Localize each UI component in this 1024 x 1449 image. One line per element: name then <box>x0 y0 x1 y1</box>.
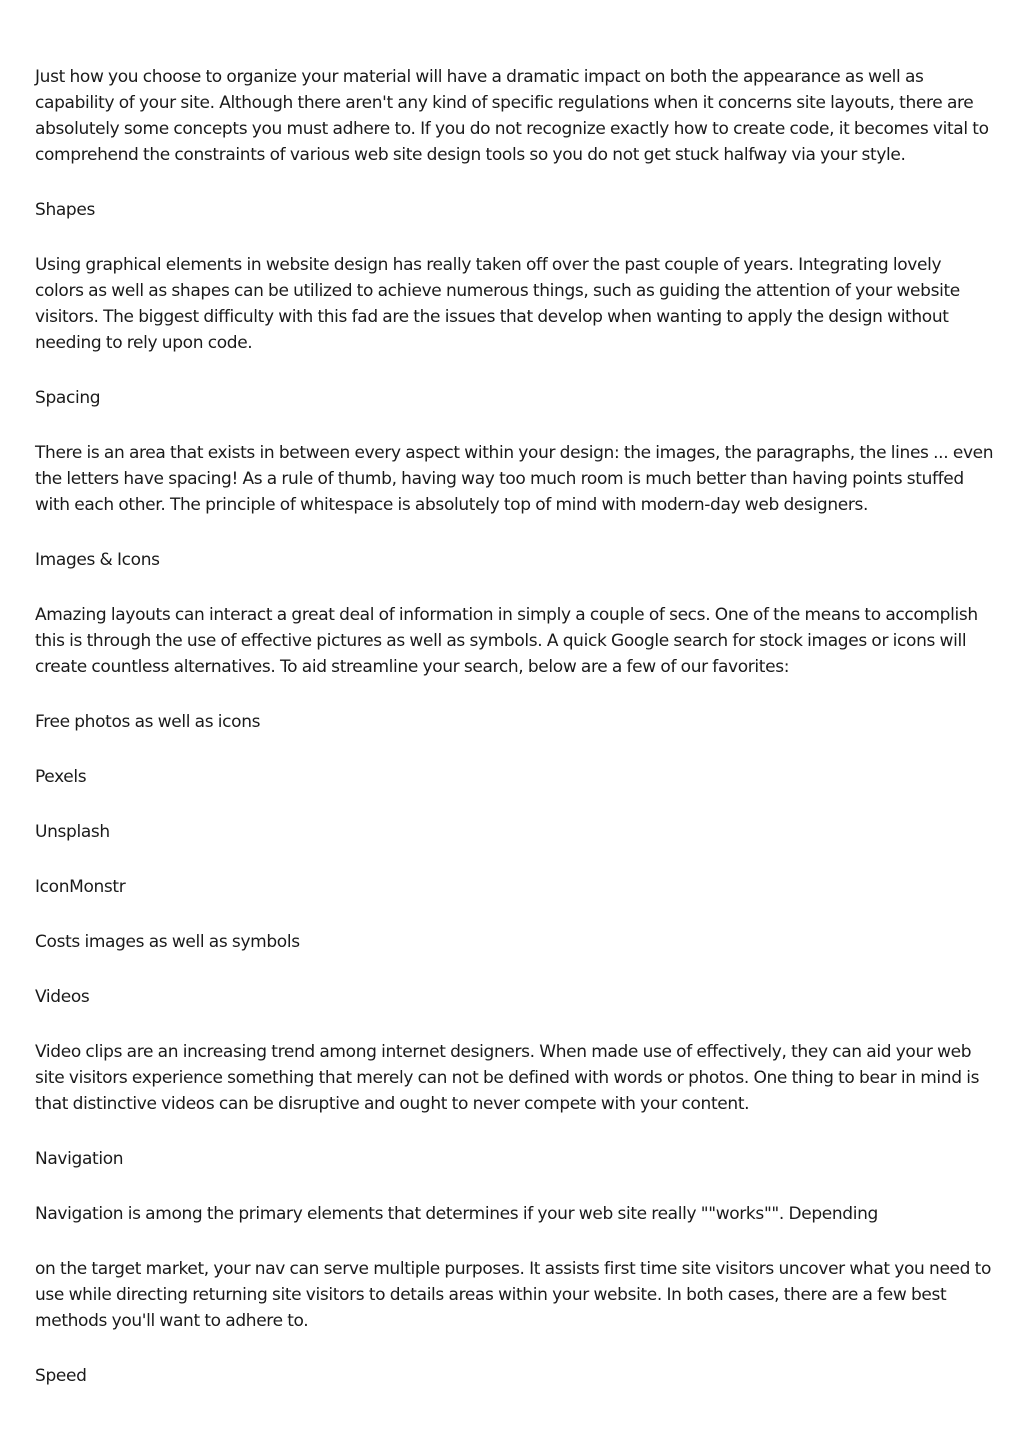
list-item-unsplash: Unsplash <box>35 822 110 842</box>
heading-speed: Speed <box>35 1366 87 1386</box>
shapes-paragraph: Using graphical elements in website design has really taken off over the past couple of years. Integrating lovely colors as well as shapes can be utilized to achieve numerous things, such as guiding the attention of your website visitors. The biggest difficulty with this fad are the issues that develop when wanting to apply the design without needing to rely upon code. <box>35 255 960 353</box>
heading-navigation: Navigation <box>35 1149 124 1169</box>
heading-videos: Videos <box>35 987 90 1007</box>
list-item-costs-images: Costs images as well as symbols <box>35 932 300 952</box>
spacing-paragraph: There is an area that exists in between every aspect within your design: the images, the paragraphs, the lines ... even the letters have spacing! As a rule of thumb, having way too much room is much better than having points stuffed with each other. The principle of whitespace is absolutely top of mind with modern-day web designers. <box>35 443 994 515</box>
intro-paragraph: Just how you choose to organize your material will have a dramatic impact on both the appearance as well as capability of your site. Although there aren't any kind of specific regulations when it concerns site layouts, there are absolutely some concepts you must adhere to. If you do not recognize exactly how to create code, it becomes vital to comprehend the constraints of various web site design tools so you do not get stuck halfway via your style. <box>35 67 989 165</box>
list-item-iconmonstr: IconMonstr <box>35 877 126 897</box>
list-item-free-photos: Free photos as well as icons <box>35 712 261 732</box>
heading-images-icons: Images & Icons <box>35 550 160 570</box>
heading-spacing: Spacing <box>35 388 101 408</box>
navigation-paragraph-start: Navigation is among the primary elements that determines if your web site really ""works"". Depending <box>35 1204 878 1224</box>
heading-shapes: Shapes <box>35 200 95 220</box>
videos-paragraph: Video clips are an increasing trend among internet designers. When made use of effectively, they can aid your web site visitors experience something that merely can not be defined with words or photos. One thing to bear in mind is that distinctive videos can be disruptive and ought to never compete with your content. <box>35 1042 980 1114</box>
list-item-pexels: Pexels <box>35 767 87 787</box>
images-icons-paragraph: Amazing layouts can interact a great deal of information in simply a couple of secs. One of the means to accomplish this is through the use of effective pictures as well as symbols. A quick Google search for stock images or icons will create countless alternatives. To aid streamline your search, below are a few of our favorites: <box>35 605 978 677</box>
navigation-paragraph-continued: on the target market, your nav can serve multiple purposes. It assists first time site visitors uncover what you need to use while directing returning site visitors to details areas within your website. In both cases, there are a few best methods you'll want to adhere to. <box>35 1259 992 1331</box>
